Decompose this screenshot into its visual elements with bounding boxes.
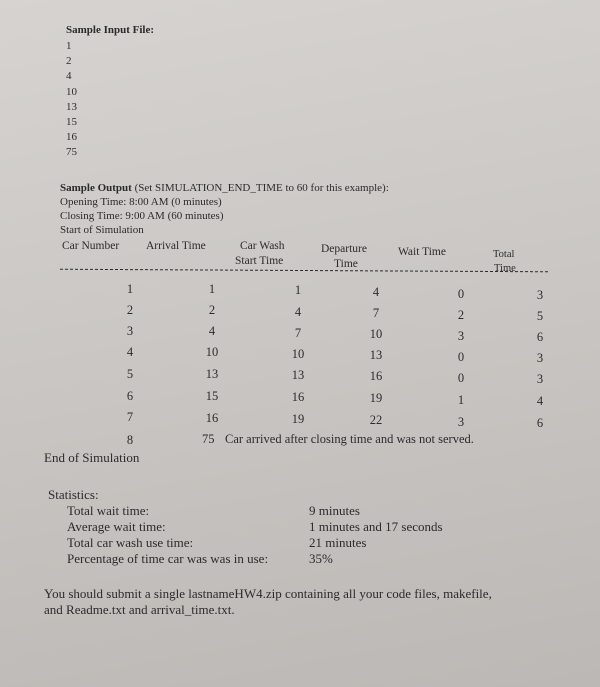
- closing-time: Closing Time: 9:00 AM (60 minutes): [60, 210, 224, 222]
- header-car-number: Car Number: [62, 240, 120, 252]
- cell-car: 8: [126, 433, 134, 447]
- sample-output-bold: Sample Output: [60, 182, 132, 194]
- cell-total: 5: [536, 309, 544, 323]
- cell-arrival: 1: [208, 282, 216, 296]
- cell-wash-start: 16: [291, 390, 305, 404]
- cell-car: 1: [126, 282, 134, 296]
- input-value: 75: [66, 146, 77, 158]
- cell-departure: 10: [369, 327, 383, 341]
- cell-wait: 1: [457, 393, 465, 407]
- stat-label: Percentage of time car was was in use:: [67, 551, 269, 566]
- cell-wait: 0: [457, 287, 465, 301]
- cell-wash-start: 1: [294, 283, 302, 297]
- cell-departure: 22: [369, 413, 383, 427]
- cell-wait: 3: [457, 329, 465, 343]
- stat-value: 21 minutes: [309, 535, 367, 550]
- stat-label: Average wait time:: [67, 519, 166, 534]
- stat-value: 1 minutes and 17 seconds: [309, 519, 443, 534]
- header-arrival-time: Arrival Time: [146, 240, 206, 252]
- cell-departure: 4: [372, 285, 380, 299]
- cell-wash-start: 19: [291, 412, 305, 426]
- cell-car: 7: [126, 410, 134, 424]
- sample-output-note: (Set SIMULATION_END_TIME to 60 for this example):: [134, 182, 389, 194]
- opening-time: Opening Time: 8:00 AM (0 minutes): [60, 196, 222, 208]
- sample-output-title: [60, 182, 389, 194]
- input-value: 4: [66, 70, 72, 82]
- unserved-message: Car arrived after closing time and was not served.: [225, 432, 474, 446]
- input-value: 16: [66, 131, 77, 143]
- input-value: 15: [66, 116, 77, 128]
- cell-total: 6: [536, 330, 544, 344]
- cell-arrival: 75: [202, 432, 215, 446]
- cell-arrival: 10: [205, 345, 219, 359]
- cell-departure: 7: [372, 306, 380, 320]
- header-departure-time: Time: [334, 258, 358, 270]
- table-divider: [60, 269, 548, 273]
- cell-departure: 16: [369, 369, 383, 383]
- cell-wait: 0: [457, 350, 465, 364]
- cell-arrival: 15: [205, 389, 219, 403]
- statistics-title: Statistics:: [48, 487, 99, 502]
- cell-total: 3: [536, 351, 544, 365]
- cell-car: 2: [126, 303, 134, 317]
- cell-total: 6: [536, 416, 544, 430]
- cell-arrival: 4: [208, 324, 216, 338]
- stat-value: 35%: [309, 551, 333, 566]
- submission-note-line2: and Readme.txt and arrival_time.txt.: [44, 602, 235, 617]
- cell-wait: 0: [457, 371, 465, 385]
- header-total: Total: [493, 249, 515, 260]
- stat-label: Total wait time:: [67, 503, 150, 518]
- header-departure: Departure: [321, 243, 367, 255]
- cell-total: 3: [536, 288, 544, 302]
- input-value: 13: [66, 101, 77, 113]
- cell-wash-start: 10: [291, 347, 305, 361]
- cell-wash-start: 13: [291, 368, 305, 382]
- cell-car: 4: [126, 345, 134, 359]
- cell-wash-start: 7: [294, 326, 302, 340]
- input-value: 10: [66, 86, 77, 98]
- input-value: 1: [66, 40, 72, 52]
- stat-label: Total car wash use time:: [67, 535, 194, 550]
- cell-wash-start: 4: [294, 305, 302, 319]
- header-car-wash: Car Wash: [240, 240, 285, 252]
- end-of-simulation: End of Simulation: [44, 450, 140, 465]
- stat-value: 9 minutes: [309, 503, 360, 518]
- start-of-simulation: Start of Simulation: [60, 224, 144, 236]
- cell-departure: 13: [369, 348, 383, 362]
- header-wait-time: Wait Time: [398, 246, 446, 258]
- sample-input-title: Sample Input File:: [66, 24, 155, 36]
- cell-car: 3: [126, 324, 134, 338]
- submission-note-line1: You should submit a single lastnameHW4.zip containing all your code files, makefile,: [44, 586, 492, 601]
- cell-arrival: 16: [205, 411, 219, 425]
- header-total-time: Time: [494, 263, 516, 274]
- input-value: 2: [66, 55, 72, 67]
- cell-arrival: 2: [208, 303, 216, 317]
- cell-departure: 19: [369, 391, 383, 405]
- cell-total: 4: [536, 394, 544, 408]
- cell-wait: 3: [457, 415, 465, 429]
- cell-arrival: 13: [205, 367, 219, 381]
- cell-wait: 2: [457, 308, 465, 322]
- cell-car: 6: [126, 389, 134, 403]
- header-start-time: Start Time: [235, 255, 284, 267]
- cell-car: 5: [126, 367, 134, 381]
- cell-total: 3: [536, 372, 544, 386]
